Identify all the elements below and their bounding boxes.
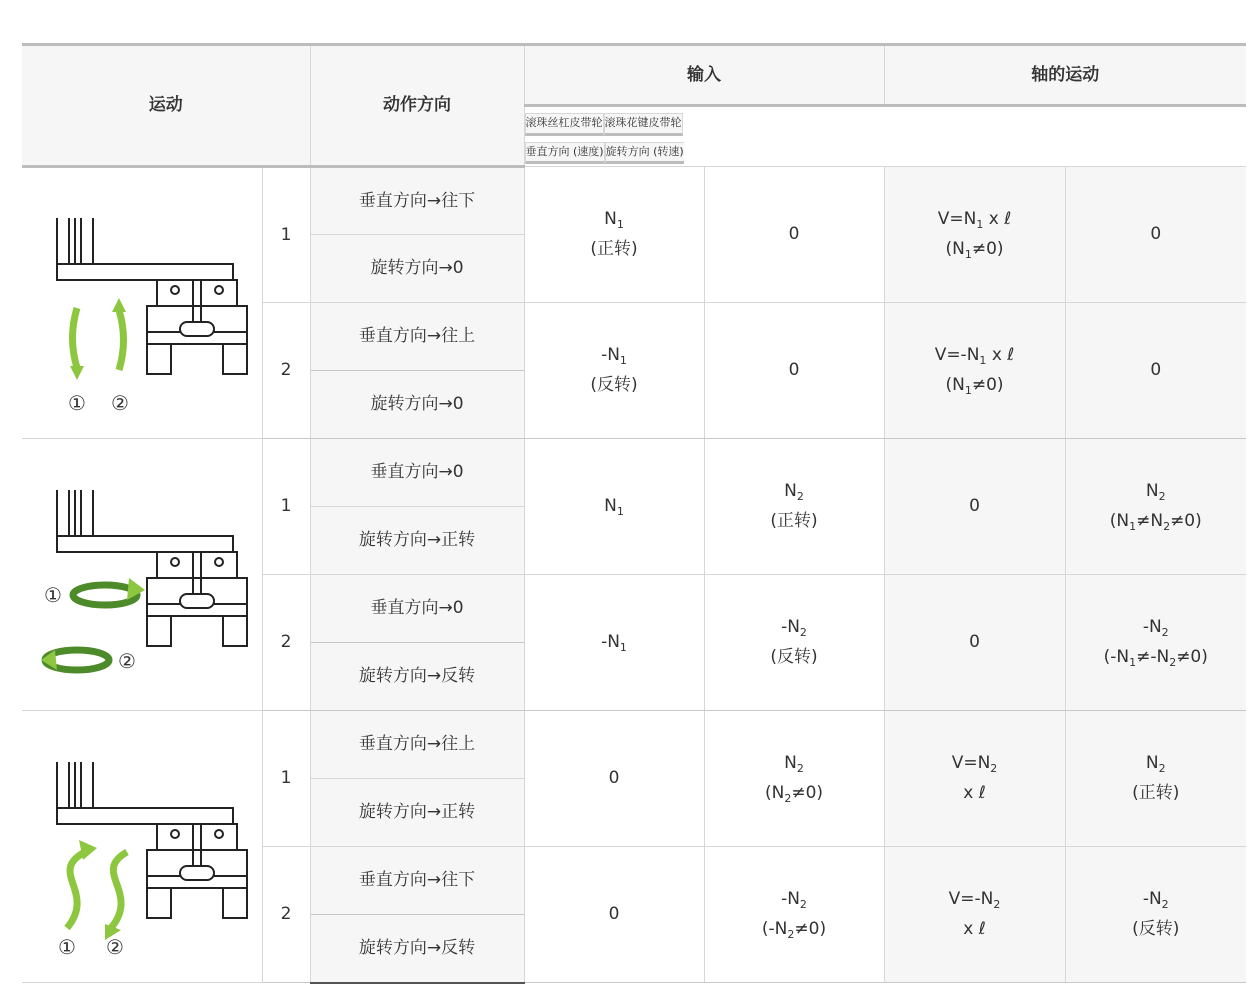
row-number: 1 xyxy=(262,167,310,303)
direction-rotation: 旋转方向→0 xyxy=(310,371,524,439)
direction-vertical: 垂直方向→往下 xyxy=(310,847,524,915)
marker-one: ① xyxy=(67,391,86,415)
ball-screw-value: N1 (正转) xyxy=(524,167,704,303)
rotation-speed-value: -N2 (-N1≠-N2≠0) xyxy=(1065,575,1246,711)
header-input: 输入 xyxy=(524,45,884,106)
vertical-speed-value: 0 xyxy=(884,575,1065,711)
ball-screw-value: 0 xyxy=(524,847,704,983)
direction-vertical: 垂直方向→0 xyxy=(310,575,524,643)
ball-spline-value: -N2 (反转) xyxy=(704,575,884,711)
rotation-speed-value: 0 xyxy=(1065,167,1246,303)
header-vertical-speed: 垂直方向 (速度) xyxy=(525,142,605,165)
header-axis: 轴的运动 xyxy=(884,45,1246,106)
marker-two: ② xyxy=(110,391,129,415)
table-row xyxy=(22,439,1246,507)
row-number: 2 xyxy=(262,303,310,439)
ball-screw-value: -N1 xyxy=(524,575,704,711)
row-number: 2 xyxy=(262,847,310,983)
direction-vertical: 垂直方向→0 xyxy=(310,439,524,507)
motion-illustration-cell xyxy=(22,167,262,439)
row-number: 2 xyxy=(262,575,310,711)
motion-illustration-1 xyxy=(27,460,257,690)
marker-one: ① xyxy=(57,934,76,959)
rotation-speed-value: -N2 (反转) xyxy=(1065,847,1246,983)
marker-one: ① xyxy=(43,582,62,607)
marker-two: ② xyxy=(117,648,136,673)
vertical-speed-value: V=N1 x ℓ (N1≠0) xyxy=(884,167,1065,303)
motion-table xyxy=(22,43,1246,984)
ball-spline-value: 0 xyxy=(704,167,884,303)
rotation-speed-value: 0 xyxy=(1065,303,1246,439)
rotation-speed-value: N2 (N1≠N2≠0) xyxy=(1065,439,1246,575)
ball-spline-value: N2 (N2≠0) xyxy=(704,711,884,847)
vertical-speed-value: 0 xyxy=(884,439,1065,575)
header-direction: 动作方向 xyxy=(310,45,524,167)
direction-rotation: 旋转方向→正转 xyxy=(310,507,524,575)
rotation-speed-value: N2 (正转) xyxy=(1065,711,1246,847)
motion-illustration-cell xyxy=(22,711,262,983)
direction-rotation: 旋转方向→反转 xyxy=(310,915,524,983)
header-rotation-speed: 旋转方向 (转速) xyxy=(605,142,684,165)
ball-screw-value: -N1 (反转) xyxy=(524,303,704,439)
direction-vertical: 垂直方向→往下 xyxy=(310,167,524,235)
direction-vertical: 垂直方向→往上 xyxy=(310,303,524,371)
row-number: 1 xyxy=(262,711,310,847)
table-row xyxy=(22,167,1246,235)
table-row xyxy=(22,711,1246,779)
motion-illustration-cell xyxy=(22,439,262,711)
direction-rotation: 旋转方向→正转 xyxy=(310,779,524,847)
row-number: 1 xyxy=(262,439,310,575)
header-ball-spline-pulley: 滚珠花键皮带轮 xyxy=(604,113,683,136)
vertical-speed-value: V=N2 x ℓ xyxy=(884,711,1065,847)
direction-rotation: 旋转方向→反转 xyxy=(310,643,524,711)
direction-vertical: 垂直方向→往上 xyxy=(310,711,524,779)
ball-spline-value: 0 xyxy=(704,303,884,439)
header-motion: 运动 xyxy=(22,45,310,167)
marker-two: ② xyxy=(105,934,124,959)
ball-screw-value: 0 xyxy=(524,711,704,847)
ball-spline-value: N2 (正转) xyxy=(704,439,884,575)
vertical-speed-value: V=-N2 x ℓ xyxy=(884,847,1065,983)
motion-illustration-2 xyxy=(27,732,257,962)
motion-illustration-0 xyxy=(27,188,257,418)
header-ball-screw-pulley: 滚珠丝杠皮带轮 xyxy=(525,113,604,136)
vertical-speed-value: V=-N1 x ℓ (N1≠0) xyxy=(884,303,1065,439)
direction-rotation: 旋转方向→0 xyxy=(310,235,524,303)
ball-screw-value: N1 xyxy=(524,439,704,575)
ball-spline-value: -N2 (-N2≠0) xyxy=(704,847,884,983)
